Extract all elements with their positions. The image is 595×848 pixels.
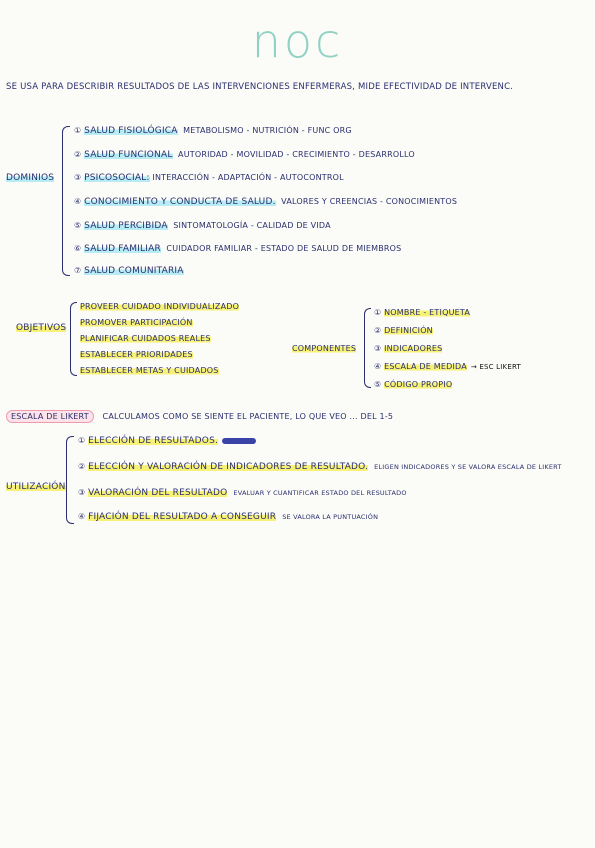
utilizacion-item: ③ VALORACIÓN DEL RESULTADO EVALUAR Y CUANTIFICAR ESTADO DEL RESULTADO [78, 488, 407, 498]
dominio-item: ⑤ SALUD PERCIBIDA SINTOMATOLOGÍA - CALIDAD DE VIDA [74, 221, 331, 231]
dominios-label: DOMINIOS [6, 173, 55, 183]
utilizacion-item: ① ELECCIÓN DE RESULTADOS. [78, 436, 256, 446]
objetivos-brace [70, 302, 77, 376]
utilizacion-item: ② ELECCIÓN Y VALORACIÓN DE INDICADORES DE RESULTADO. ELIGEN INDICADORES Y SE VALORA ESCALA DE LIKERT [78, 462, 562, 472]
dominio-item: ⑥ SALUD FAMILIAR CUIDADOR FAMILIAR - ESTADO DE SALUD DE MIEMBROS [74, 244, 402, 254]
objetivos-label: OBJETIVOS [16, 323, 67, 333]
dominios-brace [62, 126, 70, 276]
dominio-item: ⑦ SALUD COMUNITARIA [74, 266, 184, 276]
utilizacion-brace [66, 436, 74, 524]
componente-item: ④ ESCALA DE MEDIDA → ESC LIKERT [374, 362, 521, 371]
objetivo-item: ESTABLECER METAS Y CUIDADOS [80, 366, 219, 375]
dominio-item: ④ CONOCIMIENTO Y CONDUCTA DE SALUD. VALORES Y CREENCIAS - CONOCIMIENTOS [74, 197, 458, 207]
intro-text: SE USA PARA DESCRIBIR RESULTADOS DE LAS INTERVENCIONES ENFERMERAS, MIDE EFECTIVIDAD DE INTERVENC. [6, 82, 514, 92]
utilizacion-item: ④ FIJACIÓN DEL RESULTADO A CONSEGUIR SE VALORA LA PUNTUACIÓN [78, 512, 379, 522]
componente-item: ③ INDICADORES [374, 344, 443, 353]
dominio-item: ① SALUD FISIOLÓGICA METABOLISMO - NUTRICIÓN - FUNC ORG [74, 126, 352, 136]
utilizacion-label: UTILIZACIÓN [6, 482, 66, 492]
componentes-brace [364, 308, 371, 388]
dominio-item: ② SALUD FUNCIONAL AUTORIDAD - MOVILIDAD - CRECIMIENTO - DESARROLLO [74, 150, 415, 160]
componente-item: ① NOMBRE - ETIQUETA [374, 308, 471, 317]
objetivo-item: PLANIFICAR CUIDADOS REALES [80, 334, 211, 343]
objetivo-item: PROVEER CUIDADO INDIVIDUALIZADO [80, 302, 240, 311]
objetivo-item: PROMOVER PARTICIPACIÓN [80, 318, 193, 327]
componentes-label: COMPONENTES [292, 344, 357, 353]
componente-item: ② DEFINICIÓN [374, 326, 433, 335]
likert-label: ESCALA DE LIKERT [6, 410, 94, 423]
objetivo-item: ESTABLECER PRIORIDADES [80, 350, 193, 359]
dominio-item: ③ PSICOSOCIAL: INTERACCIÓN - ADAPTACIÓN - AUTOCONTROL [74, 173, 344, 183]
likert-line: ESCALA DE LIKERT CALCULAMOS COMO SE SIENTE EL PACIENTE, LO QUE VEO ... DEL 1-5 [6, 412, 393, 421]
page-title: noc [251, 14, 344, 68]
componente-item: ⑤ CÓDIGO PROPIO [374, 380, 453, 389]
scribble-mark [222, 438, 256, 444]
